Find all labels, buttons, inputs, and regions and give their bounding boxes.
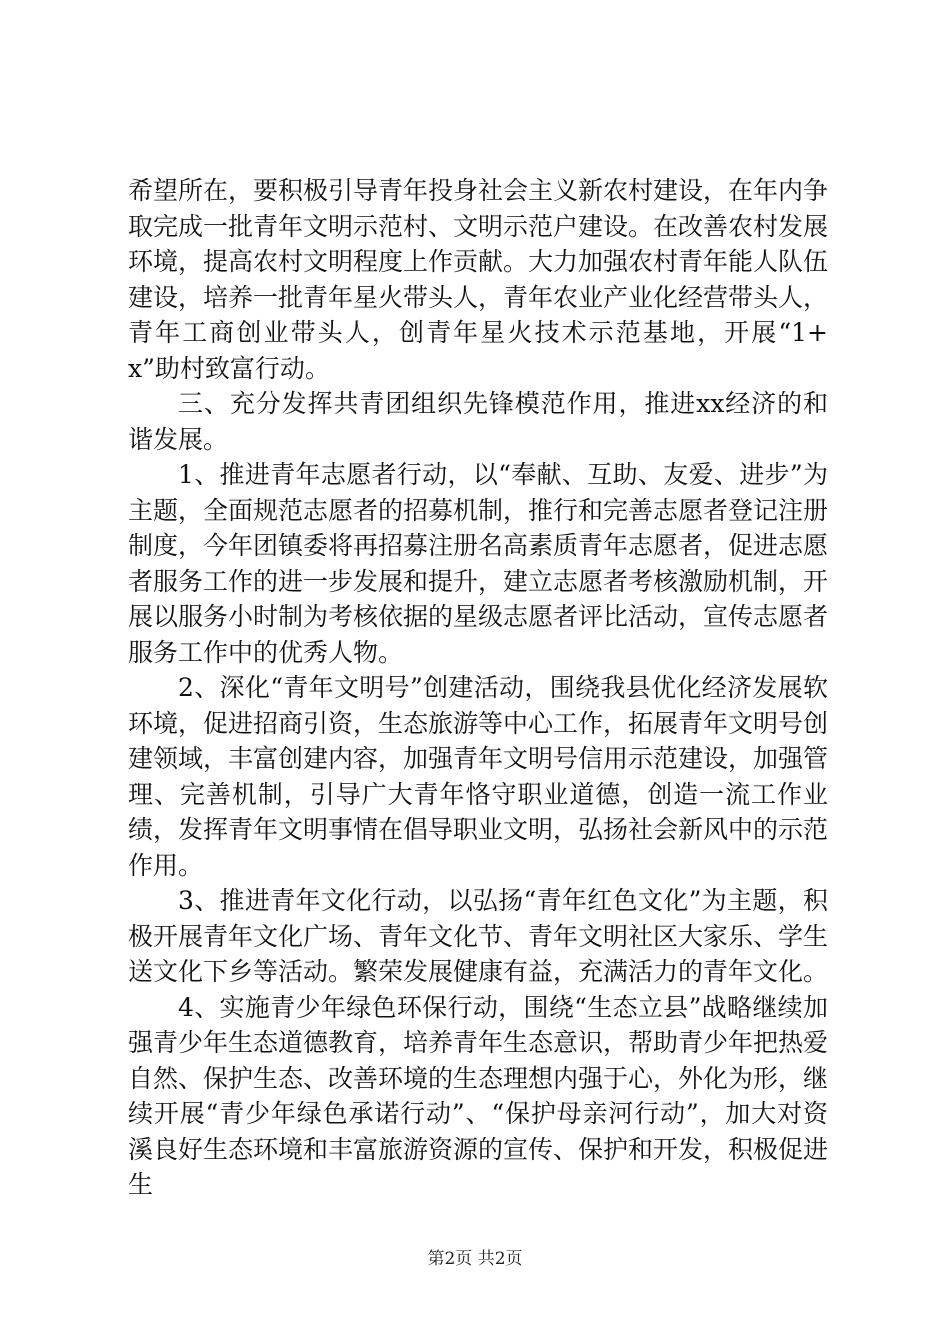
paragraph-item-2: 2、深化“青年文明号”创建活动，围绕我县优化经济发展软环境，促进招商引资，生态旅游等中心工作，拓展青年文明号创建领域，丰富创建内容，加强青年文明号信用示范建设，加强管理、完善机制，引导广大青年恪守职业道德，创造一流工作业绩，发挥青年文明事情在倡导职业文明，弘扬社会新风中的示范作用。 [128, 673, 829, 880]
paragraph-continuation: 希望所在，要积极引导青年投身社会主义新农村建设，在年内争取完成一批青年文明示范村、文明示范户建设。在改善农村发展环境，提高农村文明程度上作贡献。大力加强农村青年能人队伍建设，培养一批青年星火带头人，青年农业产业化经营带头人，青年工商创业带头人，创青年星火技术示范基地，开展“1+x”助村致富行动。 [128, 176, 829, 383]
paragraph-item-1: 1、推进青年志愿者行动，以“奉献、互助、友爱、进步”为主题，全面规范志愿者的招募机制，推行和完善志愿者登记注册制度，今年团镇委将再招募注册名高素质青年志愿者，促进志愿者服务工作的进一步发展和提升，建立志愿者考核激励机制，开展以服务小时制为考核依据的星级志愿者评比活动，宣传志愿者服务工作中的优秀人物。 [128, 460, 829, 667]
page-number-footer: 第2页 共2页 [427, 1249, 523, 1269]
section-heading-three: 三、充分发挥共青团组织先锋模范作用，推进xx经济的和谐发展。 [128, 389, 828, 454]
paragraph-item-4: 4、实施青少年绿色环保行动，围绕“生态立县”战略继续加强青少年生态道德教育，培养青年生态意识，帮助青少年把热爱自然、保护生态、改善环境的生态理想内强于心，外化为形，继续开展“青少年绿色承诺行动”、“保护母亲河行动”，加大对资溪良好生态环境和丰富旅游资源的宣传、保护和开发，积极促进生 [128, 992, 829, 1199]
paragraph-item-3: 3、推进青年文化行动，以弘扬“青年红色文化”为主题，积极开展青年文化广场、青年文化节、青年文明社区大家乐、学生送文化下乡等活动。繁荣发展健康有益，充满活力的青年文化。 [128, 886, 829, 986]
document-body [128, 173, 828, 1203]
